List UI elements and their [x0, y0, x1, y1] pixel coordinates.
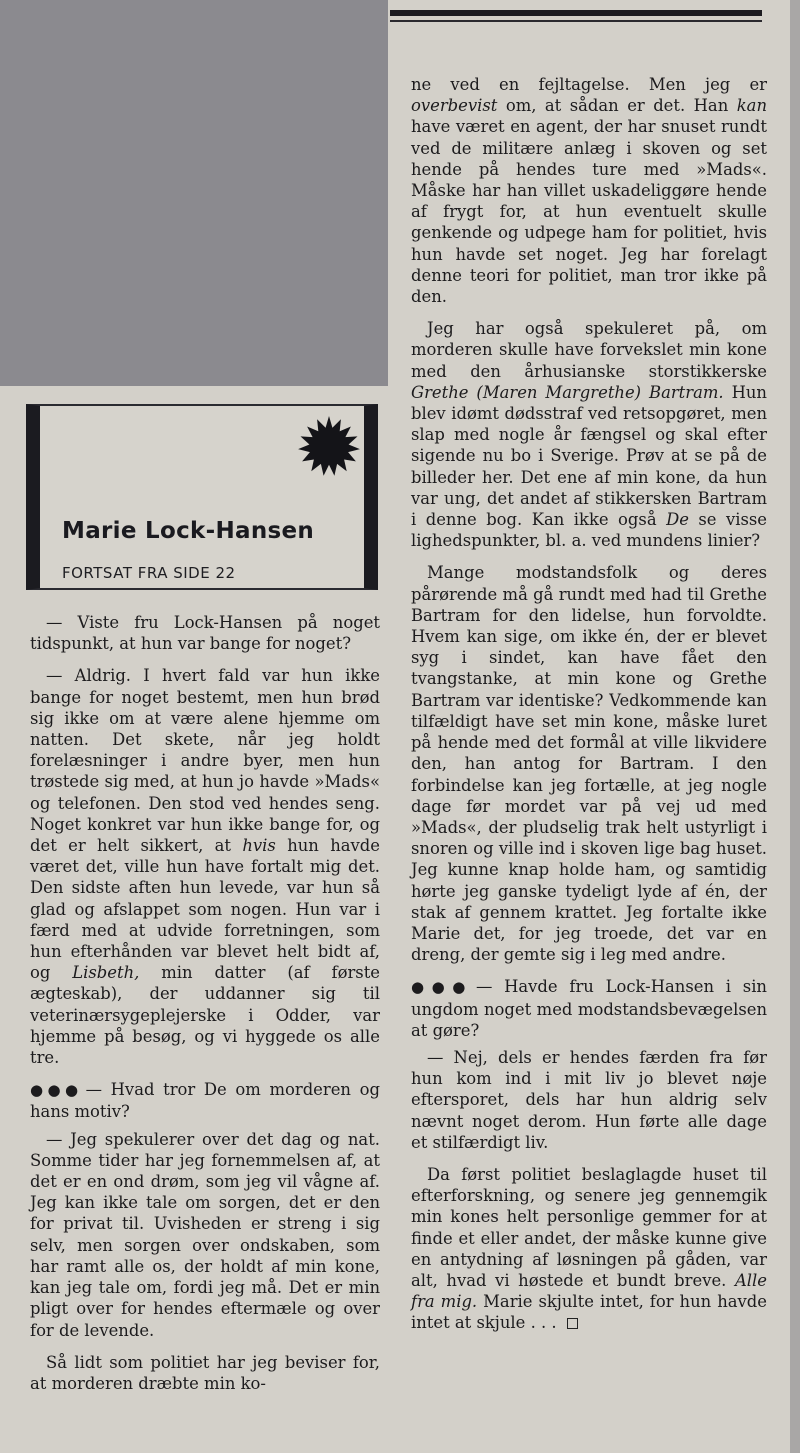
- paragraph: ne ved en fejltagelse. Men jeg er overbevist om, at sådan er det. Han kan have været en agent, der har snuset rundt ved de militære anlæg i skoven og set hende på hendes ture med »Mads«. Måske har han villet uskadeliggøre hende af frygt for, at hun eventuelt skulle genkende og udpege ham for politiet, hvis hun havde set noget. Jeg har forelagt denne teori for politiet, man tror ikke på den.: [411, 75, 767, 307]
- paragraph: Mange modstandsfolk og deres pårørende må gå rundt med had til Grethe Bartram for den lidelse, hun forvoldte. Hvem kan sige, om ikke én, der er blevet syg i sindet, kan have fået den tvangstanke, at min kone og Grethe Bartram var identiske? Vedkommende kan tilfældigt have set min kone, måske luret på hende med det formål at ville likvidere den, han antog for Bartram. I den forbindelse kan jeg fortælle, at jeg nogle dage før mordet var på vej ud med »Mads«, der pludselig trak helt ustyrligt i snoren og ville ind i skoven lige bag huset. Jeg kunne knap holde ham, og samtidig hørte jeg ganske tydeligt lyde af én, der stak af gennem krattet. Jeg fortalte ikke Marie det, for jeg troede, det var en dreng, der gemte sig i leg med andre.: [411, 563, 767, 965]
- paragraph: Jeg har også spekuleret på, om morderen skulle have forvekslet min kone med den århusianske storstikkerske Grethe (Maren Margrethe) Bartram. Hun blev idømt dødsstraf ved retsopgøret, men slap med nogle år fængsel og skal efter sigende nu bo i Sverige. Prøv at se på de billeder her. Det ene af min kone, da hun var ung, det andet af stikkersken Bartram i denne bog. Kan ikke også De se visse lighedspunkter, bl. a. ved mundens linier?: [411, 319, 768, 551]
- paragraph: — Aldrig. I hvert fald var hun ikke bange for noget bestemt, men hun brød sig ikke om at være alene hjemme om natten. Det skete, når jeg holdt forelæsninger i andre byer, men hun trøstede sig med, at hun jo havde »Mads« og telefonen. Den stod ved hendes seng. Noget konkret var hun ikke bange for, og det er helt sikkert, at hvis hun havde været det, ville hun have fortalt mig det. Den sidste aften hun levede, var hun så glad og afslappet som nogen. Hun var i færd med at udvide forretningen, som hun efterhånden var blevet helt bidt af, og Lisbeth, min datter (af første ægteskab), der uddanner sig til veterinærsygeplejerske i Odder, var hjemme på besøg, og vi hyggede os alle tre.: [30, 666, 380, 1068]
- paragraph: Da først politiet beslaglagde huset til efterforskning, og senere jeg gennemgik min kones helt personlige gemmer for at finde et eller andet, der måske kunne give en antydning af løsningen på gåden, var alt, hvad vi høstede et bundt breve. Alle fra mig. Marie skjulte intet, for hun havde intet at skjule . . .: [411, 1164, 767, 1333]
- box-name: Marie Lock-Hansen: [62, 518, 315, 544]
- left-column: [30, 612, 380, 1405]
- right-column: [411, 74, 767, 1345]
- bullet-dots-icon: ●●●: [30, 1081, 83, 1100]
- box-subtitle: FORTSAT FRA SIDE 22: [62, 564, 236, 582]
- top-rule: [390, 10, 762, 16]
- paragraph: — Nej, dels er hendes færden fra før hun kom ind i mit liv jo blevet nøje eftersporet, dels har hun aldrig selv nævnt noget derom. Hun førte alle dage et stilfærdigt liv.: [411, 1047, 767, 1152]
- bullet-dots-icon: ●●●: [411, 978, 473, 997]
- paragraph: — Jeg spekulerer over det dag og nat. Somme tider har jeg fornemmelsen af, at det er en ond drøm, som jeg vil vågne af. Jeg kan ikke tale om sorgen, det er den for privat til. Uvisheden er streng i sig selv, men sorgen over ondskaben, som har ramt alle os, der holdt af min kone, kan jeg tale om, fordi jeg må. Det er min pligt over for hendes eftermæle og over for de levende.: [30, 1129, 380, 1340]
- question: ●●● — Havde fru Lock-Hansen i sin ungdom noget med modstandsbevægelsen at gøre?: [411, 977, 767, 1040]
- end-square-icon: [567, 1318, 578, 1329]
- top-rule-thin: [390, 20, 762, 22]
- blank-grey-area: [0, 0, 388, 386]
- continuation-box: [26, 404, 378, 590]
- question: ●●● — Hvad tror De om morderen og hans motiv?: [30, 1080, 380, 1122]
- paragraph: Så lidt som politiet har jeg beviser for, at morderen dræbte min ko-: [30, 1352, 380, 1393]
- page-edge: [790, 0, 800, 1453]
- starburst-icon: [296, 414, 362, 480]
- paragraph: — Viste fru Lock-Hansen på noget tidspunkt, at hun var bange for noget?: [30, 613, 380, 654]
